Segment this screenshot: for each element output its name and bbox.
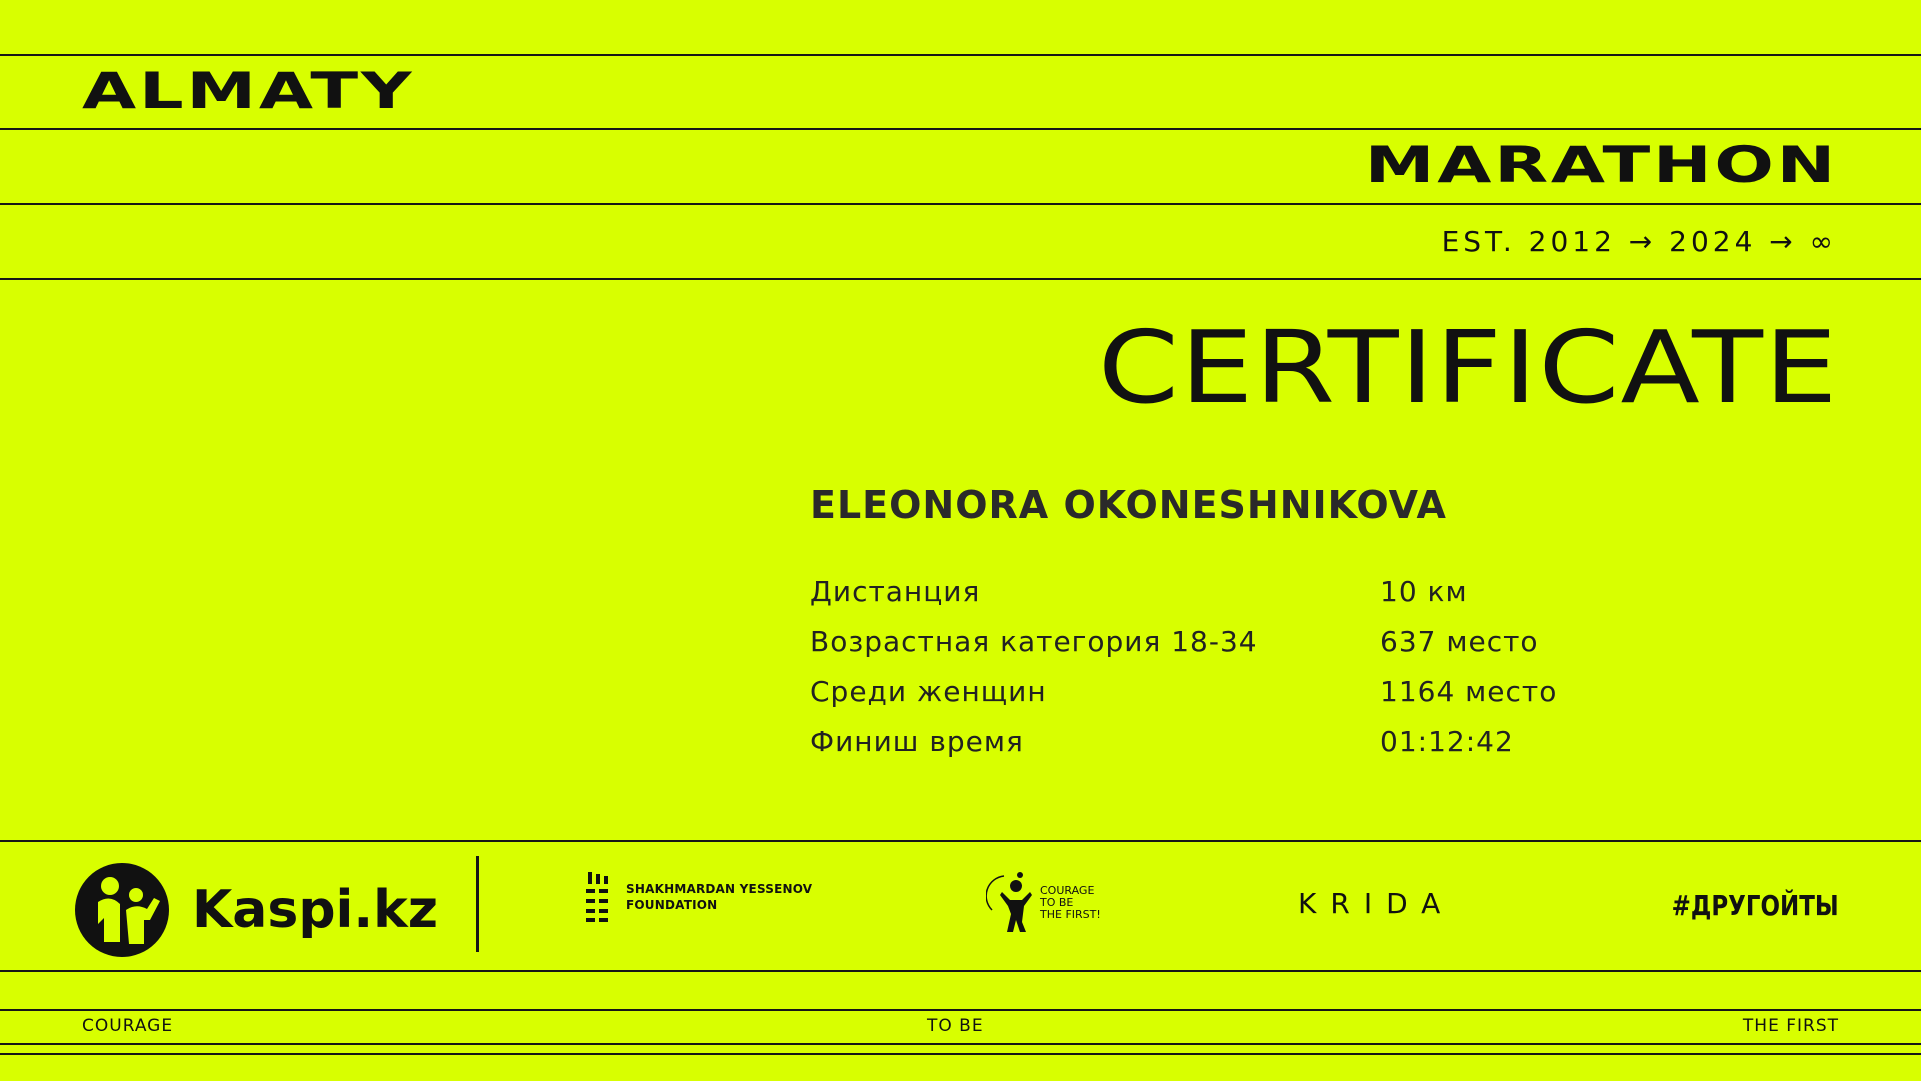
courage-fund-name: COURAGE TO BE THE FIRST! bbox=[1040, 884, 1101, 921]
result-value: 637 место bbox=[1380, 625, 1539, 658]
divider-line bbox=[0, 278, 1921, 280]
sponsor-divider bbox=[476, 856, 479, 952]
result-row-distance bbox=[810, 575, 1610, 628]
certificate-title: CERTIFICATE bbox=[1098, 309, 1839, 426]
divider-line bbox=[0, 1009, 1921, 1011]
divider-line bbox=[0, 203, 1921, 205]
established-dates: EST. 2012 → 2024 → ∞ bbox=[1441, 225, 1837, 258]
result-label: Среди женщин bbox=[810, 675, 1047, 708]
footer-word-to-be: TO BE bbox=[927, 1016, 984, 1036]
divider-line bbox=[0, 54, 1921, 56]
result-value: 1164 место bbox=[1380, 675, 1558, 708]
sponsors-bar bbox=[0, 842, 1921, 970]
footer-word-courage: COURAGE bbox=[82, 1016, 174, 1036]
result-value: 01:12:42 bbox=[1380, 725, 1514, 758]
yessenov-bars-icon bbox=[586, 872, 610, 922]
runner-emblem-icon bbox=[986, 870, 1034, 936]
divider-line bbox=[0, 1043, 1921, 1045]
result-row-age-category bbox=[810, 625, 1610, 678]
kaspi-logo bbox=[74, 862, 438, 958]
result-label: Дистанция bbox=[810, 575, 981, 608]
divider-line bbox=[0, 970, 1921, 972]
courage-fund-logo bbox=[986, 870, 1101, 936]
result-label: Возрастная категория 18-34 bbox=[810, 625, 1258, 658]
yessenov-foundation-logo bbox=[586, 872, 812, 922]
divider-line bbox=[0, 1053, 1921, 1055]
results-table bbox=[810, 575, 1610, 778]
footer-slogan bbox=[0, 1018, 1921, 1038]
result-label: Финиш время bbox=[810, 725, 1024, 758]
kaspi-people-icon bbox=[74, 862, 170, 958]
kaspi-wordmark: Kaspi.kz bbox=[192, 880, 438, 940]
yessenov-foundation-name: SHAKHMARDAN YESSENOV FOUNDATION bbox=[626, 882, 813, 912]
header-city: ALMATY bbox=[82, 62, 415, 120]
footer-word-the-first: THE FIRST bbox=[1742, 1016, 1839, 1036]
divider-line bbox=[0, 128, 1921, 130]
result-row-women bbox=[810, 675, 1610, 728]
result-row-finish-time bbox=[810, 725, 1610, 778]
runner-name: ELEONORA OKONESHNIKOVA bbox=[810, 483, 1447, 527]
krida-logo: KRIDA bbox=[1298, 887, 1455, 920]
header-event: MARATHON bbox=[1364, 136, 1838, 194]
hashtag-logo: #ДРУГОЙТЫ bbox=[1671, 889, 1839, 922]
result-value: 10 км bbox=[1380, 575, 1468, 608]
